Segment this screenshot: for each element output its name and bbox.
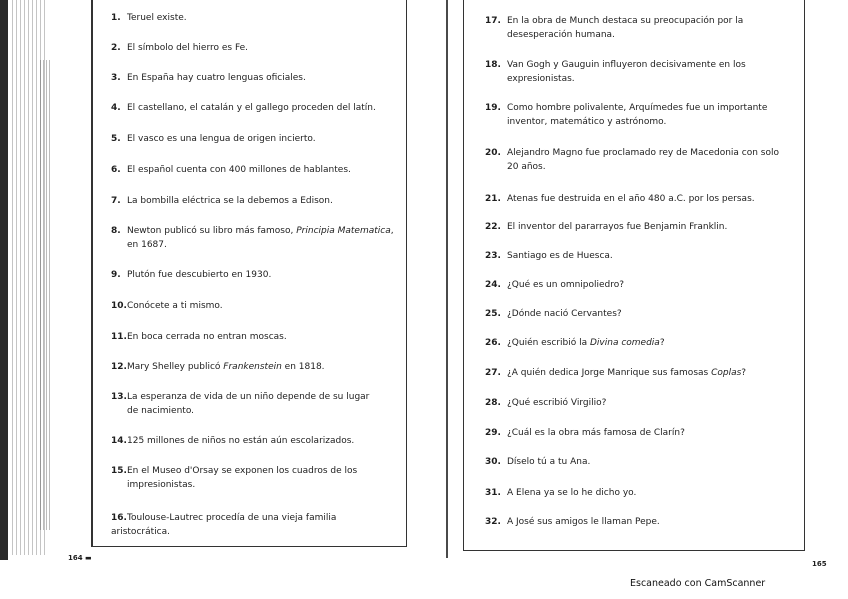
question-5: 5. El vasco es una lengua de origen incierto. bbox=[111, 134, 316, 144]
book-title-divina-comedia: Divina comedia bbox=[590, 338, 660, 348]
question-10: 10.Conócete a ti mismo. bbox=[111, 301, 223, 311]
book-gutter bbox=[446, 0, 448, 558]
question-22: 22. El inventor del pararrayos fue Benjamin Franklin. bbox=[485, 222, 728, 232]
question-24: 24. ¿Qué es un omnipoliedro? bbox=[485, 280, 625, 290]
question-31: 31. A Elena ya se lo he dicho yo. bbox=[485, 488, 637, 498]
question-30: 30. Díselo tú a tu Ana. bbox=[485, 457, 591, 467]
question-8: 8. Newton publicó su libro más famoso, Principia Matematica, en 1687. bbox=[111, 226, 394, 250]
book-title-coplas: Coplas bbox=[711, 368, 742, 378]
question-20: 20. Alejandro Magno fue proclamado rey de Macedonia con solo 20 años. bbox=[485, 148, 780, 172]
question-25: 25. ¿Dónde nació Cervantes? bbox=[485, 309, 622, 319]
question-19: 19. Como hombre polivalente, Arquímedes fue un importante inventor, matemático y astrónomo. bbox=[485, 103, 768, 127]
book-title-principia: Principia Matematica bbox=[296, 226, 391, 236]
question-9: 9. Plutón fue descubierto en 1930. bbox=[111, 270, 272, 280]
question-23: 23. Santiago es de Huesca. bbox=[485, 251, 613, 261]
question-18: 18. Van Gogh y Gauguin influyeron decisivamente en los expresionistas. bbox=[485, 60, 746, 84]
page-number-left: 164 ▬ bbox=[68, 554, 92, 562]
question-12: 12.Mary Shelley publicó Frankenstein en 1818. bbox=[111, 362, 325, 372]
question-27: 27. ¿A quién dedica Jorge Manrique sus famosas Coplas? bbox=[485, 368, 747, 378]
question-16: 16.Toulouse-Lautrec procedía de una vieja familia aristocrática. bbox=[111, 513, 337, 537]
question-7: 7. La bombilla eléctrica se la debemos a Edison. bbox=[111, 196, 333, 206]
page-number-right: 165 bbox=[812, 560, 827, 568]
camscanner-watermark: Escaneado con CamScanner bbox=[630, 578, 766, 589]
question-6: 6. El español cuenta con 400 millones de hablantes. bbox=[111, 165, 351, 175]
question-4: 4. El castellano, el catalán y el gallego proceden del latín. bbox=[111, 103, 376, 113]
question-17: 17. En la obra de Munch destaca su preocupación por la desesperación humana. bbox=[485, 16, 744, 40]
question-14: 14.125 millones de niños no están aún escolarizados. bbox=[111, 436, 355, 446]
question-26: 26. ¿Quién escribió la Divina comedia? bbox=[485, 338, 665, 348]
question-32: 32. A José sus amigos le llaman Pepe. bbox=[485, 517, 660, 527]
question-29: 29. ¿Cuál es la obra más famosa de Clarín? bbox=[485, 428, 685, 438]
scan-page-edge-noise-inner bbox=[40, 60, 50, 530]
scan-dark-edge bbox=[0, 0, 8, 560]
question-1: 1. Teruel existe. bbox=[111, 13, 187, 23]
question-28: 28. ¿Qué escribió Virgilio? bbox=[485, 398, 607, 408]
question-3: 3. En España hay cuatro lenguas oficiales. bbox=[111, 73, 306, 83]
question-2: 2. El símbolo del hierro es Fe. bbox=[111, 43, 249, 53]
book-title-frankenstein: Frankenstein bbox=[223, 362, 282, 372]
question-15: 15.En el Museo d'Orsay se exponen los cuadros de los impresionistas. bbox=[111, 466, 358, 490]
question-11: 11.En boca cerrada no entran moscas. bbox=[111, 332, 287, 342]
question-21: 21. Atenas fue destruida en el año 480 a.C. por los persas. bbox=[485, 194, 755, 204]
question-13: 13.La esperanza de vida de un niño depende de su lugar de nacimiento. bbox=[111, 392, 370, 416]
